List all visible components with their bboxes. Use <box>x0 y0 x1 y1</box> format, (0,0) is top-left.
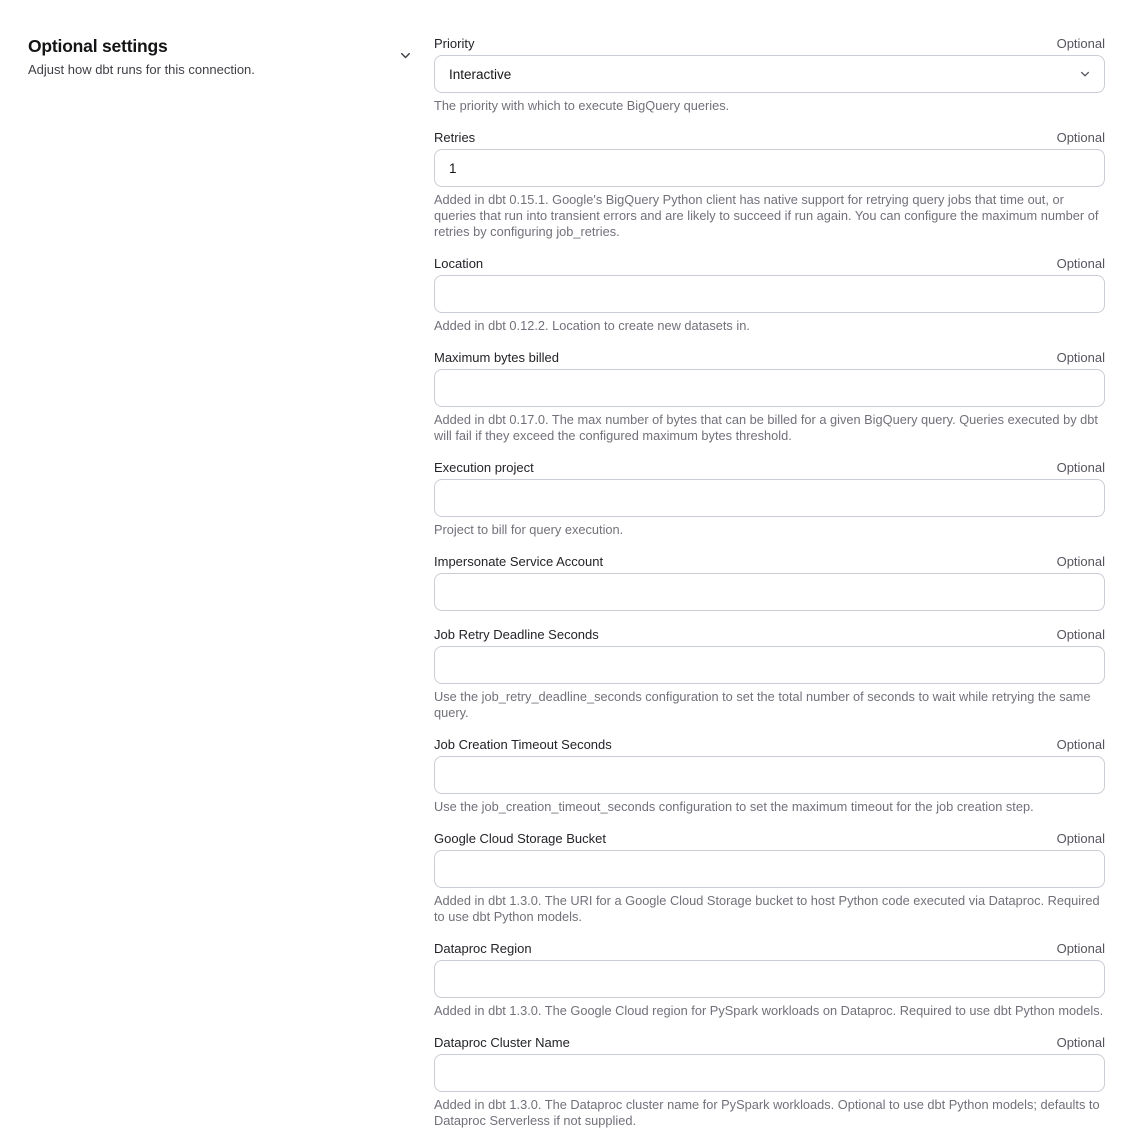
field-label-row <box>434 554 1105 570</box>
field-control <box>434 55 1105 93</box>
retries-field <box>434 130 1105 240</box>
maximum-bytes-billed-field <box>434 350 1105 444</box>
field-help-text: The priority with which to execute BigQuery queries. <box>434 98 730 113</box>
dataproc-region-field <box>434 941 1105 1019</box>
field-label: Priority <box>434 36 475 51</box>
google-cloud-storage-bucket-field <box>434 831 1105 925</box>
retries-input[interactable] <box>434 149 1105 187</box>
field-control <box>434 275 1105 313</box>
job-creation-timeout-seconds-field <box>434 737 1105 815</box>
page-title: Optional settings <box>28 36 168 56</box>
field-control <box>434 756 1105 794</box>
field-label-row <box>434 1035 1105 1051</box>
impersonate-service-account-input[interactable] <box>434 573 1105 611</box>
optional-badge: Optional <box>1056 1035 1105 1050</box>
dataproc-region-input[interactable] <box>434 960 1105 998</box>
dataproc-cluster-name-input[interactable] <box>434 1054 1105 1092</box>
field-label: Job Creation Timeout Seconds <box>434 737 612 752</box>
field-help-text: Added in dbt 0.12.2. Location to create new datasets in. <box>434 318 750 333</box>
field-label-row <box>434 941 1105 957</box>
field-label: Job Retry Deadline Seconds <box>434 627 599 642</box>
section-summary <box>28 36 384 78</box>
field-label-row <box>434 350 1105 366</box>
field-label-row <box>434 36 1105 52</box>
field-help-text: Use the job_retry_deadline_seconds configuration to set the total number of seconds to wait while retrying the same query. <box>434 689 1091 720</box>
field-label-row <box>434 460 1105 476</box>
field-label: Google Cloud Storage Bucket <box>434 831 606 846</box>
select-value: Interactive <box>449 66 512 82</box>
field-control <box>434 479 1105 517</box>
field-help-text: Added in dbt 1.3.0. The Dataproc cluster name for PySpark workloads. Optional to use dbt Python models; defaults to Dataproc Serverless if not supplied. <box>434 1097 1100 1128</box>
field-control <box>434 1054 1105 1092</box>
field-help-text: Added in dbt 0.17.0. The max number of bytes that can be billed for a given BigQuery query. Queries executed by dbt will fail if they exceed the configured maximum bytes threshold. <box>434 412 1098 443</box>
field-label: Impersonate Service Account <box>434 554 604 569</box>
optional-badge: Optional <box>1056 941 1105 956</box>
optional-badge: Optional <box>1056 737 1105 752</box>
job-retry-deadline-seconds-field <box>434 627 1105 721</box>
field-control <box>434 149 1105 187</box>
field-control <box>434 646 1105 684</box>
field-label-row <box>434 627 1105 643</box>
field-control <box>434 960 1105 998</box>
location-field <box>434 256 1105 334</box>
priority-field <box>434 36 1105 114</box>
dataproc-cluster-name-field <box>434 1035 1105 1129</box>
execution-project-input[interactable] <box>434 479 1105 517</box>
optional-badge: Optional <box>1056 36 1105 51</box>
field-help-text: Added in dbt 1.3.0. The Google Cloud region for PySpark workloads on Dataproc. Required to use dbt Python models. <box>434 1003 1104 1018</box>
field-label-row <box>434 831 1105 847</box>
field-label: Maximum bytes billed <box>434 350 559 365</box>
optional-badge: Optional <box>1056 627 1105 642</box>
location-input[interactable] <box>434 275 1105 313</box>
priority-select[interactable] <box>434 55 1105 93</box>
google-cloud-storage-bucket-input[interactable] <box>434 850 1105 888</box>
optional-badge: Optional <box>1056 350 1105 365</box>
field-help-text: Use the job_creation_timeout_seconds configuration to set the maximum timeout for the job creation step. <box>434 799 1034 814</box>
optional-badge: Optional <box>1056 554 1105 569</box>
chevron-down-icon <box>399 49 412 62</box>
field-label-row <box>434 256 1105 272</box>
execution-project-field <box>434 460 1105 538</box>
field-control <box>434 369 1105 407</box>
field-label: Location <box>434 256 484 271</box>
field-help-text: Added in dbt 1.3.0. The URI for a Google Cloud Storage bucket to host Python code executed via Dataproc. Required to use dbt Python models. <box>434 893 1100 924</box>
field-label: Retries <box>434 130 476 145</box>
optional-badge: Optional <box>1056 256 1105 271</box>
optional-badge: Optional <box>1056 460 1105 475</box>
chevron-down-icon <box>1079 68 1091 80</box>
optional-badge: Optional <box>1056 130 1105 145</box>
job-retry-deadline-seconds-input[interactable] <box>434 646 1105 684</box>
field-label-row <box>434 737 1105 753</box>
impersonate-service-account-field <box>434 554 1105 611</box>
section-collapse-toggle[interactable] <box>396 46 414 64</box>
field-control <box>434 850 1105 888</box>
optional-badge: Optional <box>1056 831 1105 846</box>
field-help-text: Project to bill for query execution. <box>434 522 624 537</box>
field-label: Dataproc Cluster Name <box>434 1035 570 1050</box>
field-label-row <box>434 130 1105 146</box>
field-label: Execution project <box>434 460 534 475</box>
job-creation-timeout-seconds-input[interactable] <box>434 756 1105 794</box>
page-subtitle: Adjust how dbt runs for this connection. <box>28 62 255 77</box>
field-control <box>434 573 1105 611</box>
field-help-text: Added in dbt 0.15.1. Google's BigQuery Python client has native support for retrying query jobs that time out, or queries that run into transient errors and are likely to succeed if run again. You can configure the maximum number of retries by configuring job_retries. <box>434 192 1099 239</box>
field-label: Dataproc Region <box>434 941 532 956</box>
fields-list <box>434 36 1105 1130</box>
maximum-bytes-billed-input[interactable] <box>434 369 1105 407</box>
